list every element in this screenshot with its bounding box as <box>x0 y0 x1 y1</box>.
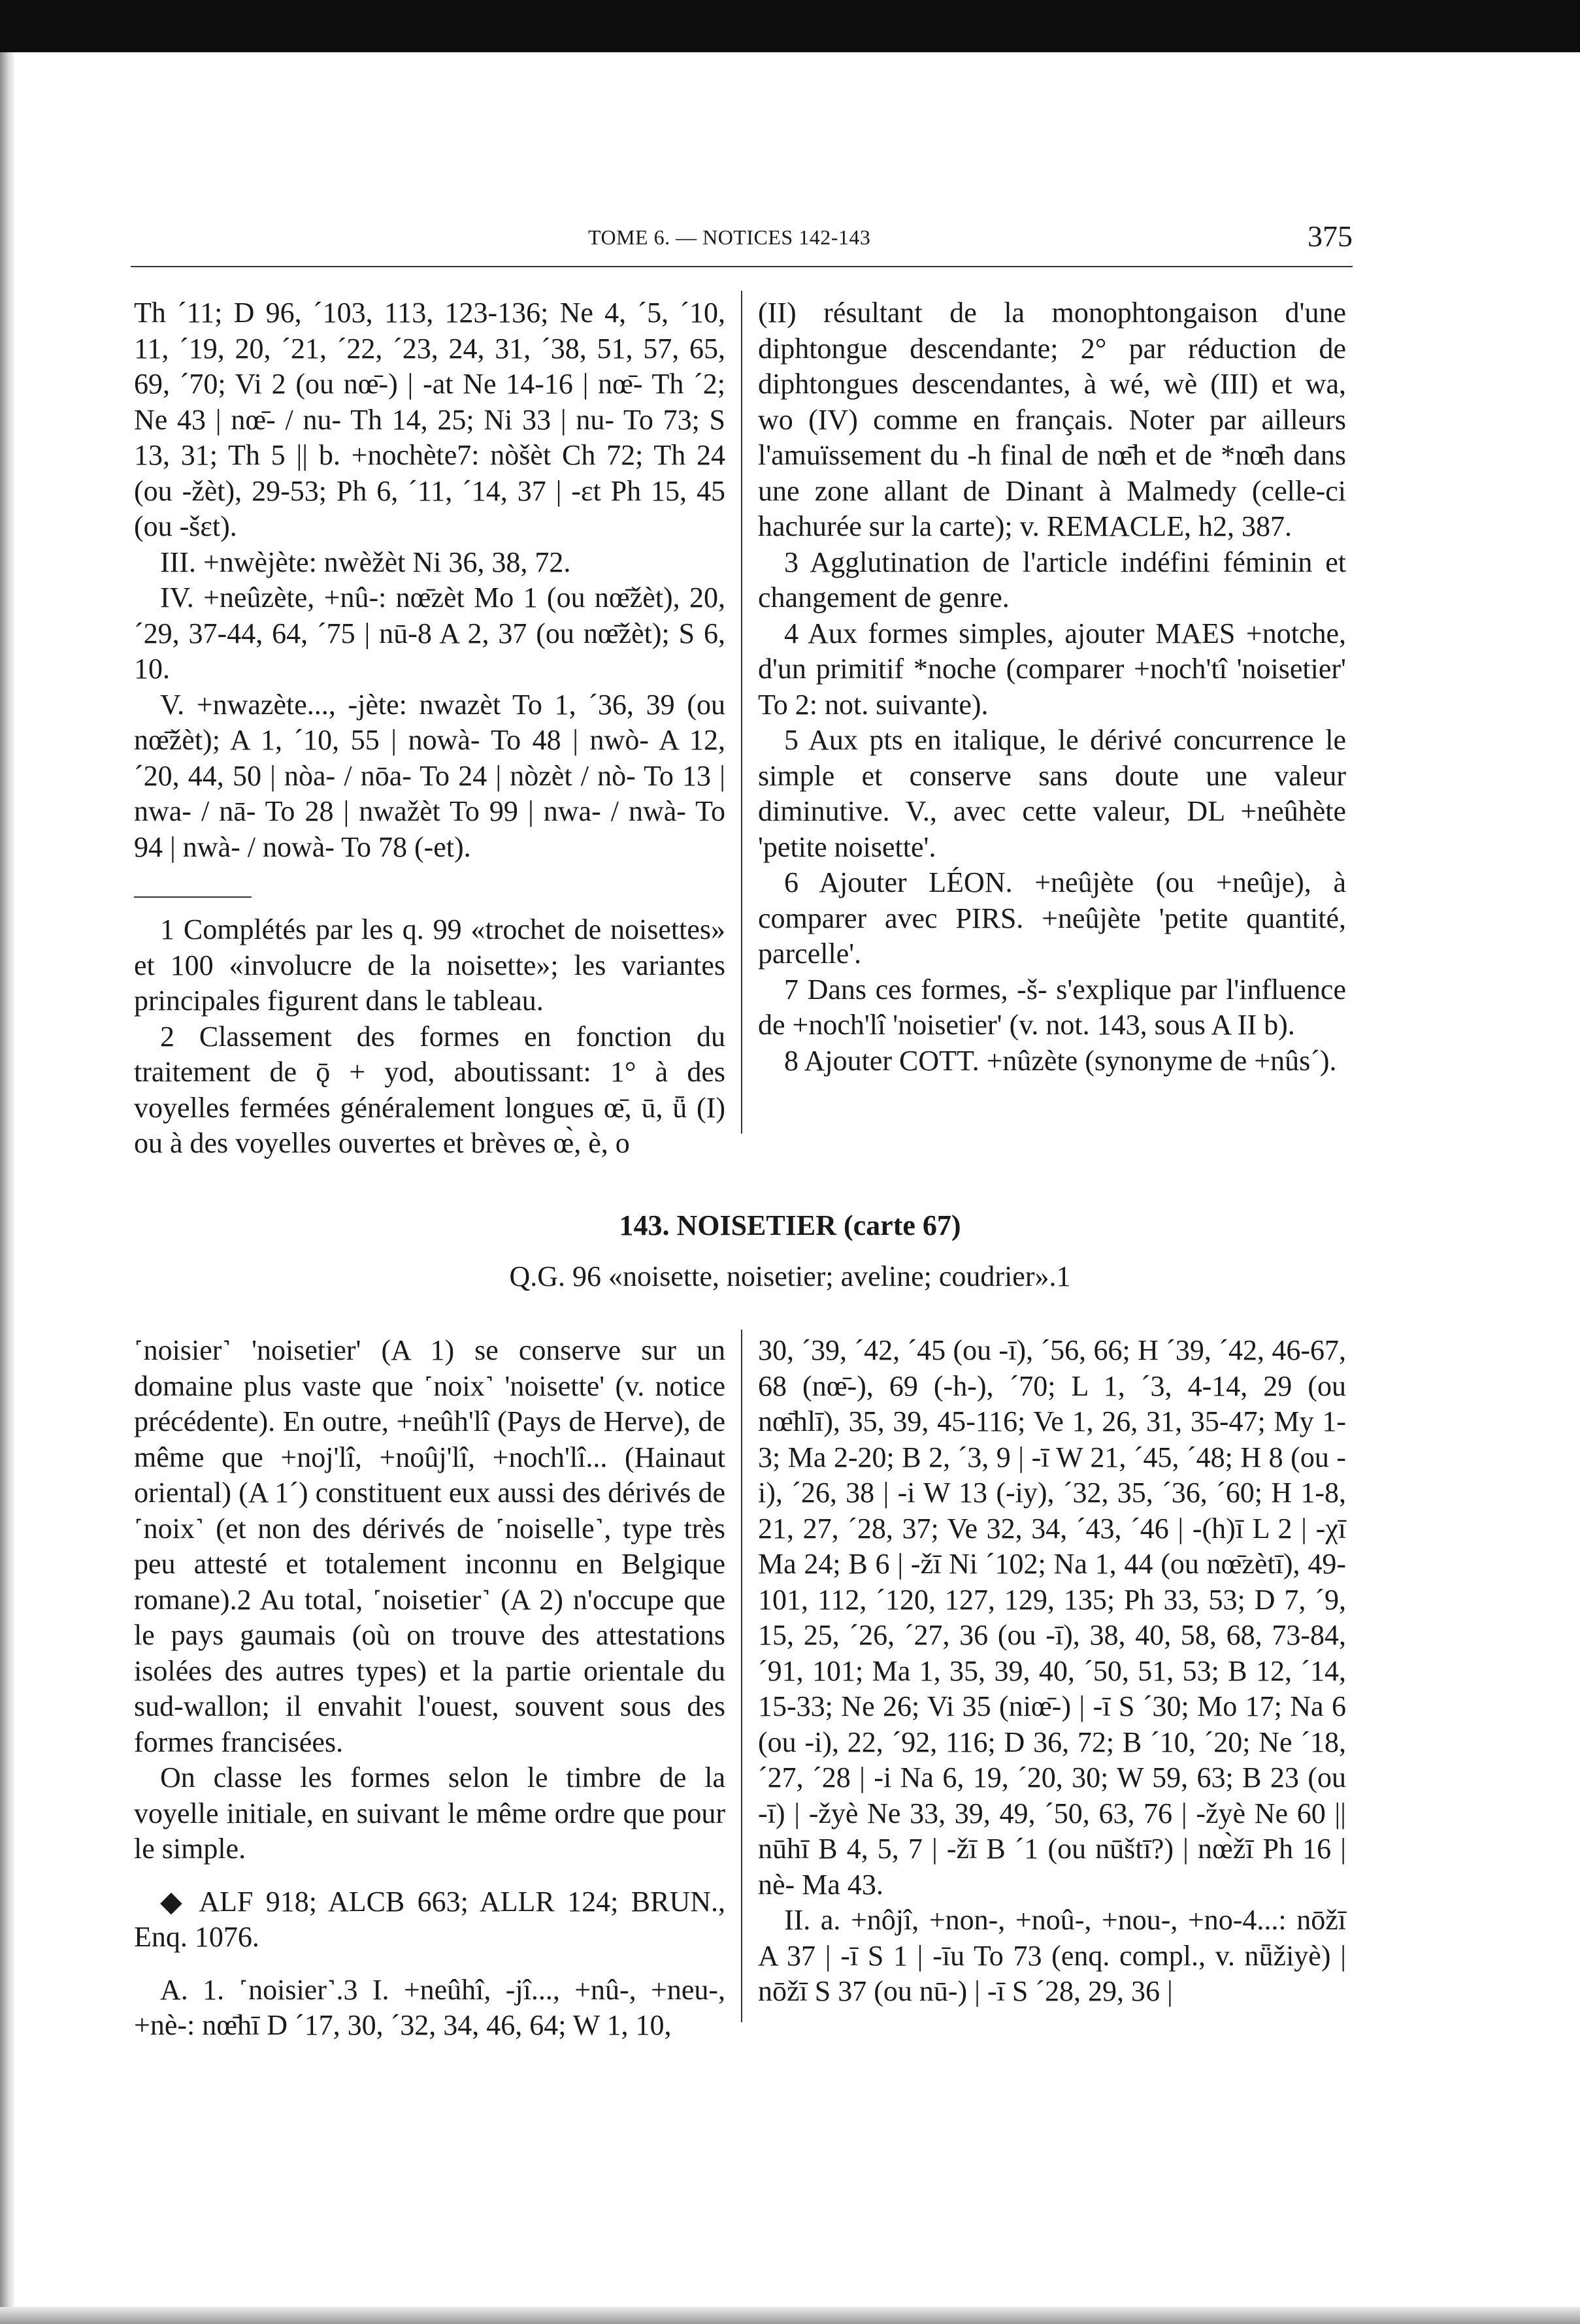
paragraph: III. +nwèjète: nwèžèt Ni 36, 38, 72. <box>160 546 571 578</box>
scan-left-edge <box>0 52 14 2324</box>
footnote-5: 5 Aux pts en italique, le dérivé concurrence le simple et conserve sans doute une valeur diminutive. V., avec cette valeur, DL +neûhète 'petite noisette'. <box>758 724 1346 863</box>
scan-top-border <box>0 0 1580 52</box>
footnote-3: 3 Agglutination de l'article indéfini féminin et changement de genre. <box>758 546 1346 614</box>
paragraph: V. +nwazète..., -jète: nwazèt To 1, ´36, 39 (ou nœ̄žèt); A 1, ´10, 55 | nowà- To 48 | nwò- A 12, ´20, 44, 50 | nòa- / nōa- To 24 | nòzèt / nò- To 13 | nwa- / nā- To 28 | nwažèt To 99 | nwa- / nwà- To 94 | nwà- / nowà- To 78 (-et). <box>134 688 725 863</box>
notice-143-left-column <box>134 1333 725 2044</box>
notice-142-left-column <box>134 295 725 1162</box>
scan-bottom-edge <box>0 2307 1580 2324</box>
column-rule <box>741 1330 742 2022</box>
footnote-2: 2 Classement des formes en fonction du traitement de ǭ + yod, aboutissant: 1° à des voyelles fermées généralement longues œ̄, ū, ǖ (I) ou à des voyelles ouvertes et brèves œ̀, è, o <box>134 1020 725 1159</box>
footnote-1: 1 Complétés par les q. 99 «trochet de noisettes» et 100 «involucre de la noisette»; les variantes principales figurent dans le tableau. <box>134 913 725 1017</box>
page-number: 375 <box>1308 220 1353 253</box>
paragraph: IV. +neûzète, +nû-: nœ̄zèt Mo 1 (ou nœ̄žèt), 20, ´29, 37-44, 64, ´75 | nū-8 A 2, 37 (ou nœ̄žèt); S 6, 10. <box>134 581 725 685</box>
column-rule <box>741 291 742 1134</box>
paragraph: Th ´11; D 96, ´103, 113, 123-136; Ne 4, ´5, ´10, 11, ´19, 20, ´21, ´22, ´23, 24, 31, ´38, 51, 57, 65, 69, ´70; Vi 2 (ou nœ̄-) | -at Ne 14-16 | nœ̄- Th ´2; Ne 43 | nœ̄- / nu- Th 14, 25; Ni 33 | nu- To 73; S 13, 31; Th 5 || b. +nochète7: nòšèt Ch 72; Th 24 (ou -žèt), 29-53; Ph 6, ´11, ´14, 37 | -ɛt Ph 15, 45 (ou -šɛt). <box>134 297 725 542</box>
notice-143-right-column <box>758 1333 1346 2010</box>
section-title: 143. NOISETIER (carte 67) <box>619 1209 961 1241</box>
footnote-8: 8 Ajouter COTT. +nûzète (synonyme de +nûs´). <box>784 1044 1337 1077</box>
footnote-4: 4 Aux formes simples, ajouter MAES +notche, d'un primitif *noche (comparer +noch'tî 'noisetier' To 2: not. suivante). <box>758 617 1346 721</box>
paragraph: On classe les formes selon le timbre de la voyelle initiale, en suivant le même ordre que pour le simple. <box>134 1761 725 1865</box>
footnote-7: 7 Dans ces formes, -š- s'explique par l'influence de +noch'lî 'noisetier' (v. not. 143, sous A II b). <box>758 973 1346 1041</box>
footnote-rule <box>134 896 252 898</box>
footnote-6: 6 Ajouter LÉON. +neûjète (ou +neûje), à comparer avec PIRS. +neûjète 'petite quantité, parcelle'. <box>758 866 1346 970</box>
section-subtitle: Q.G. 96 «noisette, noisetier; aveline; coudrier».1 <box>509 1260 1071 1292</box>
header-rule <box>131 266 1353 267</box>
page-header <box>131 219 1353 271</box>
notice-142-right-column <box>758 295 1346 1079</box>
running-head: TOME 6. — NOTICES 142-143 <box>588 225 871 249</box>
paragraph: ˹noisier˺ 'noisetier' (A 1) se conserve sur un domaine plus vaste que ˹noix˺ 'noisette' (v. notice précédente). En outre, +neûh'lî (Pays de Herve), de même que +noj'lî, +noûj'lî, +noch'lî... (Hainaut oriental) (A 1´) constituent eux aussi des dérivés de ˹noix˺ (et non des dérivés de ˹noiselle˺, type très peu attesté et totalement inconnu en Belgique romane).2 Au total, ˹noisetier˺ (A 2) n'occupe que le pays gaumais (où on trouve des attestations isolées des autres types) et la partie orientale du sud-wallon; il envahit l'ouest, souvent sous des formes francisées. <box>134 1334 725 1758</box>
paragraph: II. a. +nôjî, +non-, +noû-, +nou-, +no-4...: nōžī A 37 | -ī S 1 | -īu To 73 (enq. compl., v. nǖžiyè) | nōžī S 37 (ou nū-) | -ī S ´28, 29, 36 | <box>758 1904 1346 2007</box>
bibliography-paragraph: ◆ ALF 918; ALCB 663; ALLR 124; BRUN., Enq. 1076. <box>134 1885 725 1953</box>
paragraph: 30, ´39, ´42, ´45 (ou -ī), ´56, 66; H ´39, ´42, 46-67, 68 (nœ̄-), 69 (-h-), ´70; L 1, ´3, 4-14, 29 (ou nœ̄hlī), 35, 39, 45-116; Ve 1, 26, 31, 35-47; My 1-3; Ma 2-20; B 2, ´3, 9 | -ī W 21, ´45, ´48; H 8 (ou -i), ´26, 38 | -i W 13 (-iy), ´32, 35, ´36, ´60; H 1-8, 21, 27, ´28, 37; Ve 32, 34, ´43, ´46 | -(h)ī L 2 | -χī Ma 24; B 6 | -žī Ni ´102; Na 1, 44 (ou nœ̄zètī), 49-101, 112, ´120, 127, 129, 135; Ph 33, 53; D 7, ´9, 15, 25, ´26, ´27, 36 (ou -ī), 38, 40, 58, 68, 73-84, ´91, 101; Ma 1, 35, 39, 40, ´50, 51, 53; B 12, ´14, 15-33; Ne 26; Vi 35 (niœ̄-) | -ī S ´30; Mo 17; Na 6 (ou -i), 22, ´92, 116; D 36, 72; B ´10, ´20; Ne ´18, ´27, ´28 | -i Na 6, 19, ´20, 30; W 59, 63; B 23 (ou -ī) | -žyè Ne 33, 39, 49, ´50, 63, 76 | -žyè Ne 60 || nūhī B 4, 5, 7 | -žī B ´1 (ou nūštī?) | nœ̀žī Ph 16 | nè- Ma 43. <box>758 1334 1346 1901</box>
paragraph: A. 1. ˹noisier˺.3 I. +neûhî, -jî..., +nû-, +neu-, +nè-: nœ̄hī D ´17, 30, ´32, 34, 46, 64; W 1, 10, <box>134 1973 725 2041</box>
footnote-2-continued: (II) résultant de la monophtongaison d'une diphtongue descendante; 2° par réduction de diphtongues descendantes, à wé, wè (III) et wa, wo (IV) comme en français. Noter par ailleurs l'amuïssement du -h final de nœ̄h et de *nœ̄h dans une zone allant de Dinant à Malmedy (celle-ci hachurée sur la carte); v. REMACLE, h2, 387. <box>758 297 1346 542</box>
